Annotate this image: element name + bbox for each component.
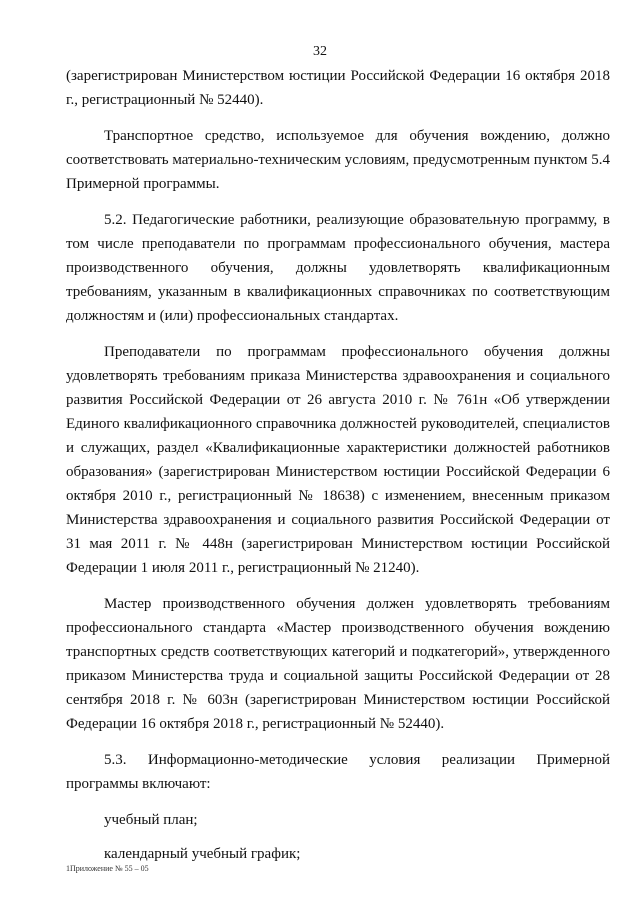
page-number: 32 bbox=[313, 44, 327, 59]
paragraph-master-requirements: Мастер производственного обучения должен удовлетворять требованиям профессионального стандарта «Мастер производственного обучения вождению транспортных средств соответствующих категорий и подкатегорий», утвержденного приказом Министерства труда и социальной защиты Российской Федерации от 28 сентября 2018 г. № 603н (зарегистрирован Министерством юстиции Российской Федерации 16 октября 2018 г., регистрационный № 52440). bbox=[66, 596, 610, 732]
footer-appendix-note: 1Приложение № 55 – 05 bbox=[66, 864, 149, 873]
paragraph-5-3-information-conditions: 5.3. Информационно-методические условия реализации Примерной программы включают: bbox=[66, 752, 610, 792]
document-body bbox=[66, 64, 610, 876]
paragraph-5-2-pedagogical-staff: 5.2. Педагогические работники, реализующие образовательную программу, в том числе преподаватели по программам профессионального обучения, мастера производственного обучения, должны удовлетворять квалификационным требованиям, указанным в квалификационных справочниках по соответствующим должностям и (или) профессиональных стандартах. bbox=[66, 212, 610, 324]
paragraph-registration-continuation: (зарегистрирован Министерством юстиции Российской Федерации 16 октября 2018 г., регистрационный № 52440). bbox=[66, 68, 610, 108]
list-item-academic-calendar: календарный учебный график; bbox=[104, 846, 301, 862]
list-item-curriculum: учебный план; bbox=[104, 812, 198, 828]
paragraph-teachers-requirements: Преподаватели по программам профессионального обучения должны удовлетворять требованиям приказа Министерства здравоохранения и социального развития Российской Федерации от 26 августа 2010 г. № 761н «Об утверждении Единого квалификационного справочника должностей руководителей, специалистов и служащих, раздел «Квалификационные характеристики должностей работников образования» (зарегистрирован Министерством юстиции Российской Федерации 6 октября 2010 г., регистрационный № 18638) с изменением, внесенным приказом Министерства здравоохранения и социального развития Российской Федерации от 31 мая 2011 г. № 448н (зарегистрирован Министерством юстиции Российской Федерации 1 июля 2011 г., регистрационный № 21240). bbox=[66, 344, 610, 576]
paragraph-vehicle-requirements: Транспортное средство, используемое для обучения вождению, должно соответствовать материально-техническим условиям, предусмотренным пунктом 5.4 Примерной программы. bbox=[66, 128, 610, 192]
